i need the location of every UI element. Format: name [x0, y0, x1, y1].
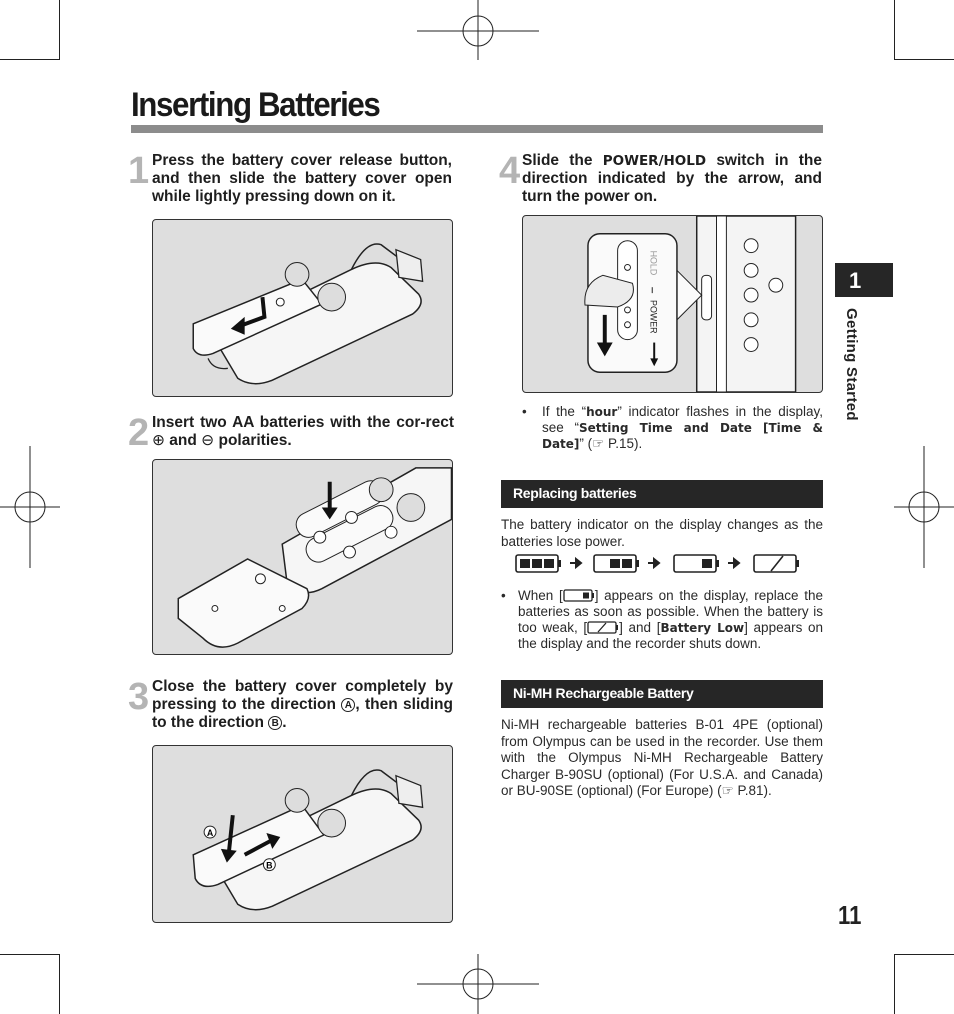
title-rule [131, 125, 823, 133]
label-a: A [206, 827, 214, 838]
step-2-number: 2 [128, 412, 150, 454]
page-reference-15: ☞ P.15). [592, 436, 643, 451]
power-label: POWER [648, 300, 659, 334]
crop-mark [0, 954, 60, 955]
chapter-label: Getting Started [843, 308, 860, 421]
battery-empty-icon [587, 621, 619, 634]
direction-b-mark: B [268, 716, 282, 730]
page-title: Inserting Batteries [131, 86, 380, 124]
time-date-reference: Setting Time and Date [Time & Date] [542, 421, 823, 451]
replacing-note-bullet: • [501, 588, 506, 603]
crop-mark [894, 954, 895, 1014]
step-2-illustration [152, 459, 453, 655]
section-heading-nimh-battery: Ni-MH Rechargeable Battery [501, 680, 823, 708]
direction-a-mark: A [341, 698, 355, 712]
label-b: B [266, 860, 273, 871]
registration-mark-top [417, 0, 539, 60]
battery-two-thirds-icon [594, 555, 639, 572]
crop-mark [894, 59, 954, 60]
arrow-right-icon [648, 559, 659, 567]
recorder-closing-cover-drawing [153, 746, 452, 922]
crop-mark [0, 59, 60, 60]
battery-full-icon [516, 555, 561, 572]
chapter-tab [835, 263, 893, 297]
registration-mark-bottom [417, 954, 539, 1014]
power-hold-switch-name: POWER/HOLD [602, 153, 707, 169]
arrow-right-icon [570, 559, 581, 567]
power-hold-switch-drawing [523, 216, 822, 392]
battery-empty-icon [754, 555, 799, 572]
step-1-text: Press the battery cover release button, and then slide the battery cover open while lightly pressing down on it. [152, 152, 452, 205]
page-number: 11 [838, 900, 862, 930]
recorder-battery-insert-drawing [153, 460, 452, 654]
battery-indicator-sequence [515, 552, 805, 576]
step-3-illustration [152, 745, 453, 923]
replacing-note: When [ ] appears on the display, replace the batteries as soon as possible. When the battery is too weak, [ ] and [Battery Low] appears on the display and the recorder shuts down. [518, 588, 824, 651]
chapter-number: 1 [849, 268, 862, 293]
step-3-number: 3 [128, 676, 150, 718]
step-4-illustration [522, 215, 823, 393]
minus-polarity-symbol: ⊖ [201, 432, 215, 449]
step-1-illustration [152, 219, 453, 397]
battery-one-third-icon [674, 555, 719, 572]
plus-polarity-symbol: ⊕ [152, 432, 165, 449]
step-1-number: 1 [128, 150, 150, 192]
registration-mark-left [0, 446, 60, 568]
arrow-right-icon [728, 559, 739, 567]
replacing-batteries-intro: The battery indicator on the display changes as the batteries lose power. [501, 517, 823, 549]
crop-mark [59, 0, 60, 60]
crop-mark [59, 954, 60, 1014]
page-reference-81: ☞ P.81). [721, 783, 772, 798]
step-4-note-bullet: • [522, 404, 527, 419]
battery-one-third-icon [563, 589, 595, 602]
recorder-opening-cover-drawing [153, 220, 452, 396]
step-4-number: 4 [499, 150, 521, 192]
registration-mark-right [894, 446, 954, 568]
nimh-battery-text: Ni-MH rechargeable batteries B-01 4PE (optional) from Olympus can be used in the recorder. Use them with the Olympus Ni-MH Rechargeable Battery Charger B-90SU (optional) (For U.S.A. and Canada) or BU-90SE (optional) (For Europe) (☞ P.81). [501, 717, 823, 798]
crop-mark [894, 0, 895, 60]
battery-low-label: Battery Low [660, 621, 745, 635]
step-4-text: Slide the POWER/HOLD switch in the direction indicated by the arrow, and turn the power on. [522, 152, 822, 205]
step-3-text: Close the battery cover completely by pressing to the direction A , then sliding to the direction B . [152, 678, 453, 731]
section-heading-replacing-batteries: Replacing batteries [501, 480, 823, 508]
hold-label: HOLD [648, 250, 659, 276]
step-4-note: If the “hour” indicator flashes in the display, see “Setting Time and Date [Time & Date]” (☞ P.15). [542, 404, 823, 451]
step-2-text: Insert two AA batteries with the cor-rect ⊕ and ⊖ polarities. [152, 414, 454, 449]
crop-mark [894, 954, 954, 955]
